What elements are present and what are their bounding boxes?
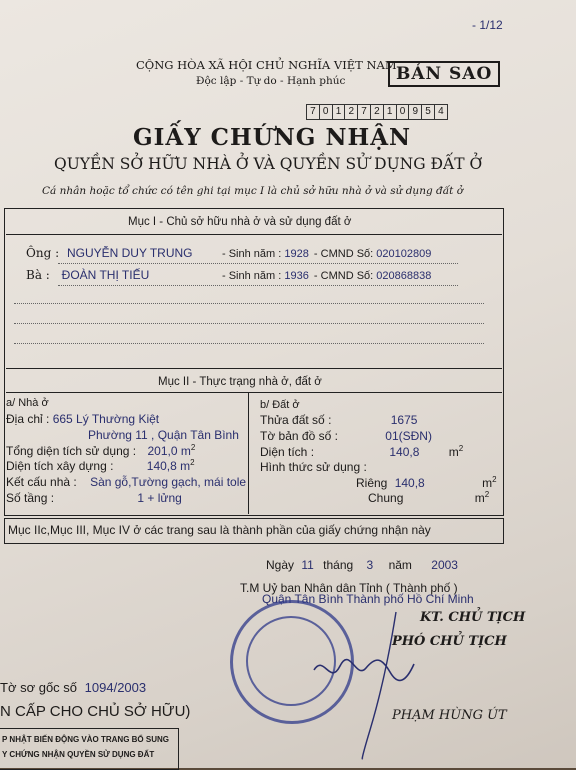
serial-digit: 2 [345, 105, 358, 119]
area-value: 140,8 [389, 445, 420, 459]
area-unit: m [448, 445, 459, 459]
serial-digit: 0 [397, 105, 410, 119]
shared-unit: m [474, 491, 485, 505]
year-label: năm [388, 558, 412, 572]
land-private [356, 475, 497, 490]
private-label: Riêng [356, 476, 388, 490]
month-label: tháng [323, 558, 354, 572]
owner2-birth [222, 270, 431, 282]
divider [6, 234, 502, 235]
motto: Độc lập - Tự do - Hạnh phúc [196, 75, 346, 87]
column-divider [248, 393, 249, 514]
house-ward: Phường 11 , Quận Tân Bình [88, 428, 239, 442]
signer-role1: KT. CHỦ TỊCH [420, 610, 526, 625]
owner-prefix: Bà : [26, 268, 50, 282]
owner-prefix: Ông : [26, 246, 60, 260]
corner-note: - 1/12 [472, 18, 503, 32]
land-title: b/ Đất ở [260, 399, 300, 411]
serial-digit: 0 [320, 105, 333, 119]
built-area-value: 140,8 m [146, 459, 191, 473]
area-label: Diện tích : [260, 445, 315, 459]
floors-value: 1 + lửng [137, 491, 182, 505]
id-label: - CMND Số: [313, 248, 374, 260]
serial-digit: 4 [438, 106, 444, 117]
serial-digit: 2 [371, 105, 384, 119]
register-label: Tờ sơ gốc số [0, 680, 78, 695]
total-area-label: Tổng diện tích sử dụng : [6, 444, 137, 458]
month-value: 3 [366, 558, 374, 572]
parcel-value: 1675 [390, 413, 418, 427]
signature-flourish [360, 610, 400, 760]
intro-text: Cá nhân hoặc tổ chức có tên ghi tại mục I là chủ sở hữu nhà ở và sử dụng đất ở [42, 185, 464, 197]
copy-stamp: BẢN SAO [388, 61, 500, 87]
register-row [0, 680, 146, 695]
serial-digit: 5 [422, 105, 435, 119]
floors-label: Số tầng : [6, 491, 55, 505]
serial-digit: 1 [333, 105, 346, 119]
owner-name: NGUYỄN DUY TRUNG [66, 246, 193, 260]
birth-label: - Sinh năm : [222, 270, 282, 282]
unit-superscript: 2 [484, 490, 490, 499]
total-area-value: 201,0 m [147, 444, 191, 458]
map-label: Tờ bản đồ số : [260, 429, 338, 443]
birth-year: 1928 [284, 248, 309, 260]
built-area-label: Diện tích xây dựng : [6, 459, 114, 473]
owner1-row [26, 246, 193, 260]
flourish-stroke [362, 612, 396, 759]
update-box [0, 728, 179, 770]
parcel-label: Thửa đất số : [260, 413, 332, 427]
year-value: 2003 [431, 558, 458, 572]
serial-digit: 7 [307, 105, 320, 119]
address-label: Địa chỉ : [6, 412, 50, 426]
land-usage: Hình thức sử dụng : [260, 460, 367, 474]
house-total-area [6, 443, 195, 458]
house-title: a/ Nhà ở [6, 397, 49, 409]
land-shared [368, 490, 489, 505]
serial-number [306, 104, 448, 120]
id-number: 020868838 [376, 270, 432, 282]
unit-superscript: 2 [458, 444, 464, 453]
divider [6, 392, 502, 393]
divider [6, 368, 502, 369]
structure-label: Kết cấu nhà : [6, 475, 77, 489]
map-value: 01(SĐN) [385, 429, 432, 443]
dotted-line [14, 343, 484, 344]
land-parcel [260, 413, 417, 427]
unit-superscript: 2 [190, 458, 195, 467]
day-label: Ngày [266, 558, 295, 572]
serial-digit: 1 [384, 105, 397, 119]
private-unit: m [482, 476, 493, 490]
certificate-subtitle: QUYỀN SỞ HỮU NHÀ Ở VÀ QUYỀN SỬ DỤNG ĐẤT Ở [54, 155, 483, 173]
serial-digit: 7 [358, 105, 371, 119]
dotted-line [58, 263, 458, 264]
republic-heading: CỘNG HÒA XÃ HỘI CHỦ NGHĨA VIỆT NAM [136, 58, 397, 72]
note-text: Mục IIc,Mục III, Mục IV ở các trang sau là thành phần của giấy chứng nhận này [8, 523, 431, 537]
id-number: 020102809 [376, 248, 432, 260]
house-address [6, 412, 159, 426]
update-box-line2: Y CHỨNG NHẬN QUYỀN SỬ DỤNG ĐẤT [2, 750, 155, 759]
unit-superscript: 2 [492, 475, 497, 484]
section1-heading: Mục I - Chủ sở hữu nhà ở và sử dụng đất ở [128, 216, 352, 228]
land-area [260, 444, 463, 459]
birth-label: - Sinh năm : [222, 248, 282, 260]
dotted-line [58, 285, 458, 286]
update-box-line1: P NHẬT BIẾN ĐỘNG VÀO TRANG BỔ SUNG [2, 735, 169, 744]
signer-role2: PHÓ CHỦ TỊCH [392, 634, 507, 649]
house-built-area [6, 458, 195, 473]
private-value: 140,8 [394, 476, 425, 490]
section2-heading: Mục II - Thực trạng nhà ở, đất ở [158, 376, 322, 388]
dotted-line [14, 323, 484, 324]
house-floors [6, 491, 182, 505]
signer-org: T.M Uỷ ban Nhân dân Tỉnh ( Thành phố ) [240, 581, 458, 595]
unit-superscript: 2 [190, 443, 196, 452]
address-value: 665 Lý Thường Kiệt [52, 412, 160, 426]
structure-value: Sàn gỗ,Tường gạch, mái tole [90, 475, 247, 489]
house-structure [6, 475, 246, 489]
day-value: 11 [301, 558, 314, 572]
issue-date [266, 558, 458, 572]
land-map [260, 429, 432, 443]
owner2-row [26, 268, 149, 282]
shared-label: Chung [368, 491, 404, 505]
birth-year: 1936 [284, 270, 309, 282]
owner-name: ĐOÀN THỊ TIẾU [61, 268, 150, 282]
signer-name: PHẠM HÙNG ÚT [392, 708, 507, 723]
id-label: - CMND Số: [313, 270, 374, 282]
serial-digit: 9 [409, 105, 422, 119]
signer-city: Quận Tân Bình Thành phố Hồ Chí Minh [262, 592, 474, 606]
certificate-title: GIẤY CHỨNG NHẬN [133, 124, 412, 151]
dotted-line [14, 303, 484, 304]
owner1-birth [222, 248, 431, 260]
register-value: 1094/2003 [84, 680, 147, 695]
issued-to: N CẤP CHO CHỦ SỞ HỮU) [0, 703, 191, 720]
